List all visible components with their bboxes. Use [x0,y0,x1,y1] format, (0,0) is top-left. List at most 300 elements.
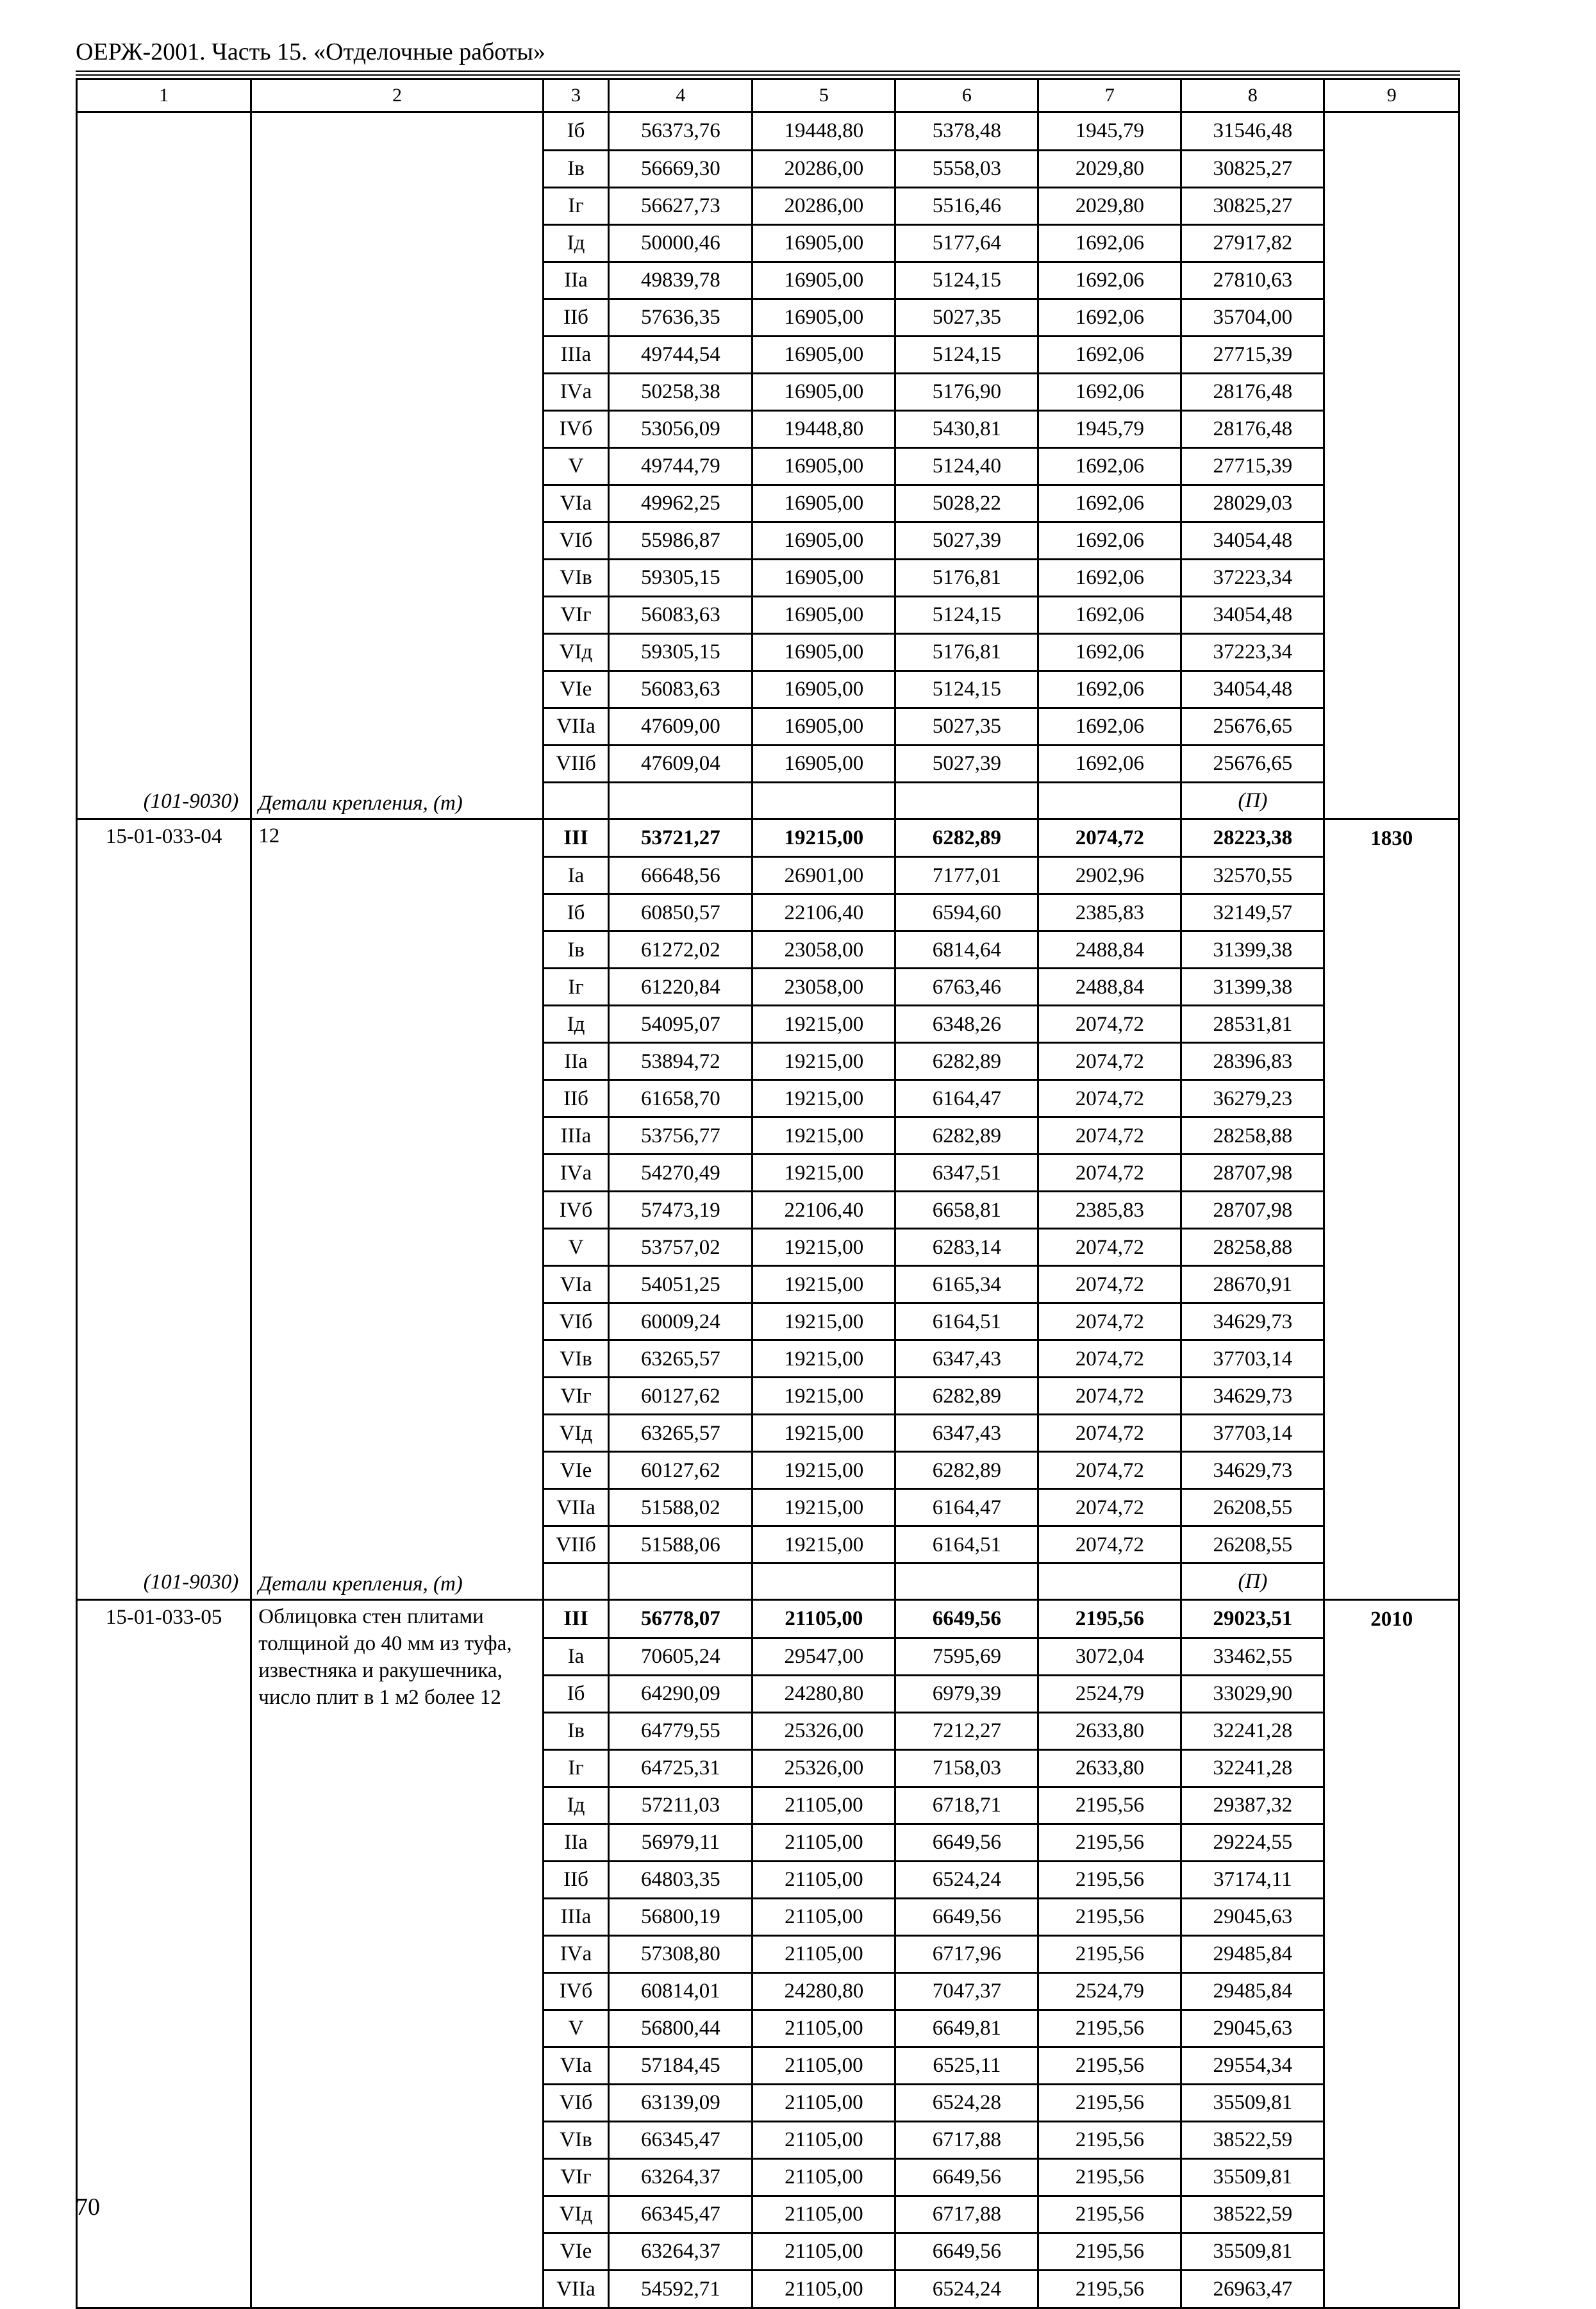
material-cost: 28176,48 [1181,410,1324,447]
column-number: 8 [1181,79,1324,112]
work-description [251,112,543,151]
material-cost: 37174,11 [1181,1861,1324,1898]
labor-hours [1324,633,1459,671]
material-cost: 29045,63 [1181,2010,1324,2047]
labor-cost: 21105,00 [752,2010,895,2047]
machinist-wage: 2074,72 [1038,819,1181,857]
labor-hours [1324,336,1459,373]
machinist-wage: 2195,56 [1038,2047,1181,2084]
rate-code [77,1452,251,1489]
region-zone: IIIа [543,1117,609,1154]
column-number: 5 [752,79,895,112]
work-description [251,262,543,299]
region-zone: VIе [543,671,609,708]
labor-cost: 19448,80 [752,410,895,447]
total-cost: 56083,63 [609,596,752,633]
table-row [77,336,1459,373]
material-cost: 31399,38 [1181,969,1324,1006]
machinist-wage: 2195,56 [1038,1824,1181,1861]
machine-cost: 5027,35 [895,708,1038,745]
machinist-wage: 2633,80 [1038,1712,1181,1749]
region-zone: VIг [543,1378,609,1415]
labor-hours [1324,2270,1459,2308]
labor-hours [1324,1526,1459,1563]
rate-code [77,559,251,596]
total-cost: 54270,49 [609,1154,752,1192]
material-cost: 28223,38 [1181,819,1324,857]
material-name: Детали крепления, (т) [251,782,543,819]
labor-hours [1324,2158,1459,2196]
labor-hours [1324,1675,1459,1712]
labor-cost: 21105,00 [752,1600,895,1638]
labor-hours [1324,1415,1459,1452]
machinist-wage: 2195,56 [1038,2010,1181,2047]
work-description [251,1861,543,1898]
material-cost: 34629,73 [1181,1303,1324,1340]
table-row [77,1787,1459,1824]
labor-hours [1324,1266,1459,1303]
work-description [251,2084,543,2121]
material-cost: 33029,90 [1181,1675,1324,1712]
rate-code [77,894,251,931]
rate-code [77,2010,251,2047]
material-cost: 34629,73 [1181,1452,1324,1489]
labor-cost: 21105,00 [752,1824,895,1861]
material-cost: 34054,48 [1181,596,1324,633]
column-number: 2 [251,79,543,112]
region-zone: Iв [543,1712,609,1749]
labor-cost: 19215,00 [752,1489,895,1526]
material-cost: 37223,34 [1181,559,1324,596]
region-zone: VIб [543,2084,609,2121]
labor-cost: 19215,00 [752,1526,895,1563]
labor-hours [1324,596,1459,633]
labor-hours [1324,447,1459,485]
machinist-wage: 1692,06 [1038,262,1181,299]
rate-code [77,262,251,299]
labor-hours [1324,1303,1459,1340]
labor-hours [1324,1043,1459,1080]
table-body [77,79,1459,2308]
empty-cell [1324,782,1459,819]
machine-cost: 6717,96 [895,1935,1038,1972]
work-description [251,1006,543,1043]
machinist-wage: 2074,72 [1038,1043,1181,1080]
work-description [251,1935,543,1972]
rate-code [77,1340,251,1378]
region-zone: V [543,1229,609,1266]
total-cost: 47609,04 [609,745,752,782]
labor-cost: 23058,00 [752,931,895,969]
table-row [77,224,1459,262]
table-row [77,485,1459,522]
labor-cost: 21105,00 [752,2047,895,2084]
region-zone: IVб [543,1972,609,2010]
region-zone: VIг [543,596,609,633]
machine-cost: 6282,89 [895,1452,1038,1489]
labor-cost: 16905,00 [752,373,895,410]
table-row [77,1378,1459,1415]
region-zone: Iг [543,1749,609,1787]
table-row [77,1898,1459,1935]
work-description [251,485,543,522]
work-description [251,894,543,931]
labor-cost: 16905,00 [752,447,895,485]
work-description [251,150,543,187]
rate-code [77,1489,251,1526]
total-cost: 49962,25 [609,485,752,522]
labor-cost: 21105,00 [752,2196,895,2233]
region-zone: IIб [543,1861,609,1898]
labor-hours [1324,224,1459,262]
region-zone: VIIб [543,1526,609,1563]
labor-cost: 16905,00 [752,224,895,262]
region-zone: IIа [543,1824,609,1861]
labor-cost: 16905,00 [752,522,895,559]
material-cost: 38522,59 [1181,2121,1324,2158]
machinist-wage: 1692,06 [1038,485,1181,522]
machinist-wage: 1692,06 [1038,596,1181,633]
material-cost: 29554,34 [1181,2047,1324,2084]
table-row-note [77,1563,1459,1600]
total-cost: 55986,87 [609,522,752,559]
labor-hours [1324,112,1459,151]
region-zone: IVа [543,1935,609,1972]
labor-hours [1324,1749,1459,1787]
region-zone: Iв [543,150,609,187]
material-cost: 34629,73 [1181,1378,1324,1415]
material-cost: 35704,00 [1181,299,1324,336]
machinist-wage: 2195,56 [1038,1600,1181,1638]
machine-cost: 5027,39 [895,522,1038,559]
region-zone: VIа [543,485,609,522]
labor-cost: 19215,00 [752,819,895,857]
work-description [251,1340,543,1378]
table-row [77,559,1459,596]
machinist-wage: 2074,72 [1038,1229,1181,1266]
rate-code [77,1080,251,1117]
machine-cost: 6525,11 [895,2047,1038,2084]
material-cost: 28707,98 [1181,1154,1324,1192]
total-cost: 57211,03 [609,1787,752,1824]
machine-cost: 7177,01 [895,857,1038,894]
rate-code [77,2233,251,2270]
work-description [251,1712,543,1749]
machine-cost: 7595,69 [895,1638,1038,1675]
labor-cost: 19215,00 [752,1043,895,1080]
region-zone: VIIа [543,2270,609,2308]
machinist-wage: 2074,72 [1038,1080,1181,1117]
machinist-wage: 1692,06 [1038,373,1181,410]
machinist-wage: 2195,56 [1038,1787,1181,1824]
machine-cost: 6282,89 [895,819,1038,857]
labor-cost: 19215,00 [752,1154,895,1192]
material-cost: 35509,81 [1181,2084,1324,2121]
total-cost: 70605,24 [609,1638,752,1675]
rate-code [77,2158,251,2196]
work-description [251,299,543,336]
material-cost: 28258,88 [1181,1229,1324,1266]
rate-code [77,671,251,708]
labor-hours [1324,1824,1459,1861]
work-description [251,522,543,559]
total-cost: 57473,19 [609,1192,752,1229]
labor-hours [1324,2233,1459,2270]
labor-hours [1324,2010,1459,2047]
work-description [251,1415,543,1452]
table-row [77,373,1459,410]
region-zone: IVа [543,1154,609,1192]
table-row [77,1117,1459,1154]
total-cost: 56979,11 [609,1824,752,1861]
table-row [77,1935,1459,1972]
labor-cost: 26901,00 [752,857,895,894]
work-description [251,1787,543,1824]
labor-hours [1324,150,1459,187]
machine-cost: 5124,15 [895,671,1038,708]
material-cost: 33462,55 [1181,1638,1324,1675]
total-cost: 50258,38 [609,373,752,410]
machinist-wage: 2029,80 [1038,187,1181,224]
work-description [251,410,543,447]
region-zone: IIIа [543,336,609,373]
labor-hours [1324,522,1459,559]
work-description [251,1749,543,1787]
labor-cost: 19215,00 [752,1378,895,1415]
machinist-wage: 2074,72 [1038,1526,1181,1563]
region-zone: IVб [543,1192,609,1229]
machine-cost: 6649,56 [895,1898,1038,1935]
labor-hours [1324,299,1459,336]
labor-cost: 21105,00 [752,1787,895,1824]
machinist-wage: 2074,72 [1038,1303,1181,1340]
total-cost: 64290,09 [609,1675,752,1712]
labor-cost: 29547,00 [752,1638,895,1675]
machinist-wage: 1692,06 [1038,522,1181,559]
region-zone: Iб [543,112,609,151]
table-row [77,1043,1459,1080]
table-row [77,1080,1459,1117]
rate-code [77,708,251,745]
material-cost: 34054,48 [1181,671,1324,708]
rate-code [77,1266,251,1303]
table-row [77,2010,1459,2047]
total-cost: 53056,09 [609,410,752,447]
machine-cost: 5124,15 [895,262,1038,299]
total-cost: 60127,62 [609,1452,752,1489]
labor-cost: 19215,00 [752,1117,895,1154]
rate-code [77,410,251,447]
machine-cost: 6649,56 [895,1824,1038,1861]
rate-code [77,1787,251,1824]
labor-hours [1324,1452,1459,1489]
labor-cost: 24280,80 [752,1972,895,2010]
rate-code [77,2270,251,2308]
machinist-wage: 2195,56 [1038,1935,1181,1972]
region-zone: III [543,819,609,857]
labor-hours [1324,2196,1459,2233]
page-header: ОЕРЖ-2001. Часть 15. «Отделочные работы» [76,38,545,65]
machine-cost: 6282,89 [895,1043,1038,1080]
total-cost: 57184,45 [609,2047,752,2084]
labor-hours [1324,1229,1459,1266]
table-row [77,745,1459,782]
rate-code [77,2196,251,2233]
region-zone: V [543,447,609,485]
labor-cost: 19215,00 [752,1080,895,1117]
labor-hours [1324,2121,1459,2158]
machine-cost: 6282,89 [895,1117,1038,1154]
table-row [77,1154,1459,1192]
machine-cost: 6718,71 [895,1787,1038,1824]
machine-cost: 5124,15 [895,596,1038,633]
rate-code [77,1154,251,1192]
labor-hours [1324,745,1459,782]
labor-cost: 22106,40 [752,1192,895,1229]
rate-code: 15-01-033-04 [77,819,251,857]
machinist-wage: 2029,80 [1038,150,1181,187]
work-description [251,1043,543,1080]
machine-cost: 6649,81 [895,2010,1038,2047]
total-cost: 56800,44 [609,2010,752,2047]
work-description [251,745,543,782]
region-zone: VIв [543,2121,609,2158]
total-cost: 61272,02 [609,931,752,969]
labor-hours [1324,708,1459,745]
empty-cell [543,1563,609,1600]
labor-cost: 19448,80 [752,112,895,151]
machine-cost: 5027,35 [895,299,1038,336]
material-cost: 25676,65 [1181,745,1324,782]
material-cost: 35509,81 [1181,2158,1324,2196]
column-number: 7 [1038,79,1181,112]
machine-cost: 6164,47 [895,1489,1038,1526]
table-row [77,150,1459,187]
rate-code [77,633,251,671]
labor-hours [1324,1117,1459,1154]
work-description [251,2010,543,2047]
labor-cost: 25326,00 [752,1712,895,1749]
region-zone: VIIб [543,745,609,782]
total-cost: 64803,35 [609,1861,752,1898]
labor-cost: 19215,00 [752,1303,895,1340]
machine-cost: 6717,88 [895,2196,1038,2233]
table-row [77,1972,1459,2010]
rate-code [77,1749,251,1787]
machinist-wage: 2385,83 [1038,1192,1181,1229]
machine-cost: 6282,89 [895,1378,1038,1415]
region-zone: VIIа [543,1489,609,1526]
labor-cost: 21105,00 [752,2270,895,2308]
machine-cost: 5176,81 [895,633,1038,671]
machinist-wage: 1692,06 [1038,336,1181,373]
total-cost: 51588,06 [609,1526,752,1563]
work-description [251,1117,543,1154]
labor-hours: 2010 [1324,1600,1459,1638]
labor-cost: 16905,00 [752,262,895,299]
table-row [77,1749,1459,1787]
machine-cost: 5027,39 [895,745,1038,782]
work-description [251,1192,543,1229]
material-cost: 28707,98 [1181,1192,1324,1229]
work-description [251,969,543,1006]
material-cost: 37223,34 [1181,633,1324,671]
machine-cost: 6649,56 [895,2233,1038,2270]
table-row [77,671,1459,708]
labor-cost: 20286,00 [752,150,895,187]
region-zone: Iд [543,1006,609,1043]
empty-cell [752,782,895,819]
labor-cost: 21105,00 [752,1861,895,1898]
material-name: Детали крепления, (т) [251,1563,543,1600]
material-cost: 30825,27 [1181,187,1324,224]
material-cost: 30825,27 [1181,150,1324,187]
rate-code [77,1972,251,2010]
machinist-wage: 2074,72 [1038,1415,1181,1452]
machine-cost: 5177,64 [895,224,1038,262]
table-row [77,708,1459,745]
work-description [251,1526,543,1563]
machine-cost: 6763,46 [895,969,1038,1006]
table-row [77,2270,1459,2308]
work-description [251,373,543,410]
labor-hours [1324,187,1459,224]
labor-hours [1324,1006,1459,1043]
total-cost: 57636,35 [609,299,752,336]
machinist-wage: 1692,06 [1038,559,1181,596]
material-cost: 26208,55 [1181,1489,1324,1526]
machine-cost: 6649,56 [895,1600,1038,1638]
region-zone: Iа [543,1638,609,1675]
machinist-wage: 2195,56 [1038,2270,1181,2308]
total-cost: 56669,30 [609,150,752,187]
table-row [77,596,1459,633]
material-cost: 32241,28 [1181,1712,1324,1749]
material-cost: 29023,51 [1181,1600,1324,1638]
rate-code [77,1043,251,1080]
rate-code [77,1303,251,1340]
price-table [76,78,1460,2309]
rate-code [77,1229,251,1266]
machine-cost: 7212,27 [895,1712,1038,1749]
region-zone: VIе [543,1452,609,1489]
region-zone: VIд [543,1415,609,1452]
table-row [77,1340,1459,1378]
region-zone: Iд [543,1787,609,1824]
work-description [251,596,543,633]
region-zone: IIа [543,262,609,299]
machinist-wage: 2074,72 [1038,1378,1181,1415]
rate-code [77,112,251,151]
empty-cell [1038,782,1181,819]
machine-cost: 6347,43 [895,1415,1038,1452]
region-zone: VIд [543,2196,609,2233]
labor-hours [1324,1861,1459,1898]
rate-code [77,1006,251,1043]
table-row [77,522,1459,559]
machine-cost: 7158,03 [895,1749,1038,1787]
total-cost: 53894,72 [609,1043,752,1080]
empty-cell [609,1563,752,1600]
material-cost: 31546,48 [1181,112,1324,151]
total-cost: 53757,02 [609,1229,752,1266]
region-zone: IVа [543,373,609,410]
labor-hours [1324,969,1459,1006]
work-description [251,2233,543,2270]
labor-cost: 19215,00 [752,1415,895,1452]
labor-cost: 20286,00 [752,187,895,224]
rate-code [77,1935,251,1972]
